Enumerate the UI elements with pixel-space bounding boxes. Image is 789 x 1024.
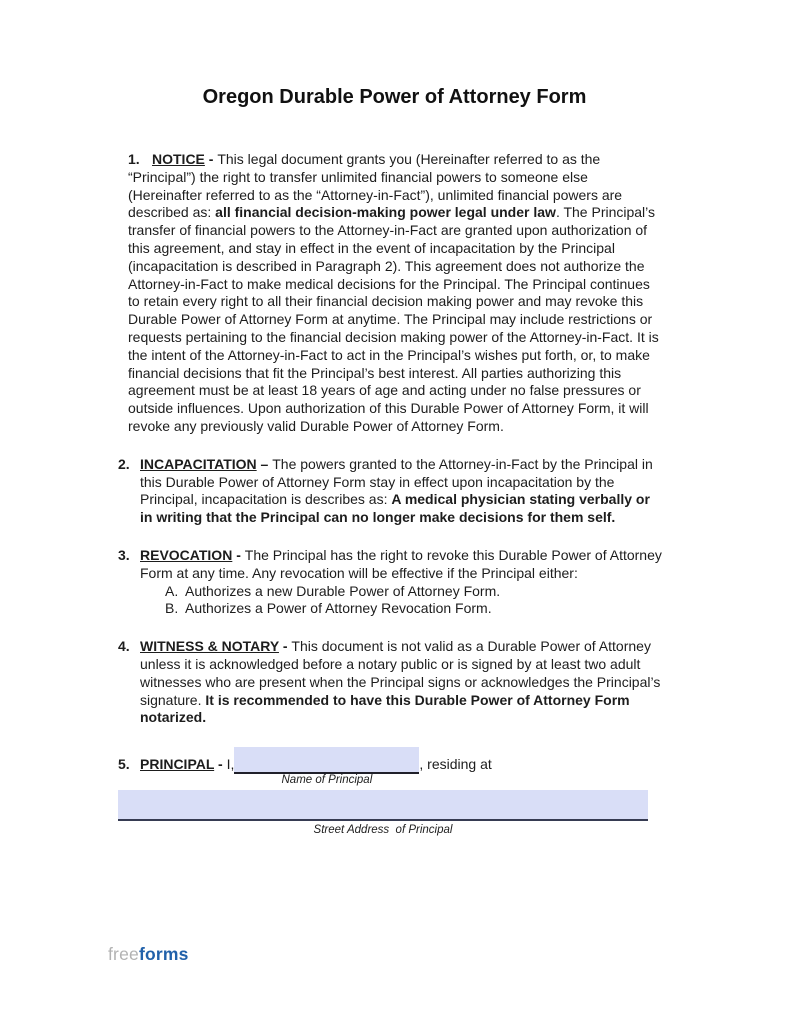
list-item-text: Authorizes a Power of Attorney Revocation Form. <box>185 600 492 617</box>
field-label-street-address: Street Address of Principal <box>313 824 453 837</box>
section-heading: INCAPACITATION <box>140 455 257 472</box>
section-heading: NOTICE <box>152 151 205 167</box>
list-item-a <box>140 583 663 601</box>
section-heading: PRINCIPAL <box>140 756 215 773</box>
list-item-b <box>140 600 663 618</box>
section-text: This legal document grants you (Hereinafter referred to as the “Principal”) the right to transfer unlimited financial powers to someone else (Hereinafter referred to as the “Attorney-in-Fact”), unlimited financial powers are described as: all financial decision-making power legal under law. The Principal’s transfer of financial powers to the Attorney-in-Fact are granted upon authorization of this agreement, and stay in effect in the event of incapacitation by the Principal (incapacitation is described in Paragraph 2). This agreement does not authorize the Attorney-in-Fact to make medical decisions for the Principal. The Principal continues to retain every right to all their financial decision making power and may revoke this Durable Power of Attorney Form at anytime. The Principal may include restrictions or requests pertaining to the financial decision making power of the Attorney-in-Fact. It is the intent of the Attorney-in-Fact to act in the Principal’s wishes put forth, or, to make financial decisions that fit the Principal’s best interest. All parties authorizing this agreement must be at least 18 years of age and acting under no false pressures or outside influences. Upon authorization of this Durable Power of Attorney Form, it will revoke any previously valid Durable Power of Attorney Form. <box>128 151 659 434</box>
document-body <box>118 151 663 837</box>
section-dash: - <box>214 756 227 773</box>
freeforms-logo-forms: forms <box>138 944 189 964</box>
principal-lead-text: I, <box>226 756 235 773</box>
section-heading: REVOCATION <box>140 546 233 563</box>
section-dash: – <box>256 455 273 472</box>
field-label-name-of-principal: Name of Principal <box>281 774 373 787</box>
footer <box>108 944 189 964</box>
section-number: 3. <box>118 546 130 563</box>
section-dash: - <box>204 151 218 167</box>
section-number: 5. <box>118 756 130 773</box>
section-heading: WITNESS & NOTARY <box>140 638 279 655</box>
section-number: 2. <box>118 455 130 472</box>
section-text: This document is not valid as a Durable Power of Attorney unless it is acknowledged before a notary public or is signed by at least two adult witnesses who are present when the Principal signs or acknowledges the Principal’s signature. It is recommended to have this Durable Power of Attorney Form notarized. <box>140 638 661 726</box>
principal-after-text: , residing at <box>419 756 492 773</box>
section-dash: - <box>278 638 292 655</box>
page-title: Oregon Durable Power of Attorney Form <box>202 86 587 108</box>
section-text: The powers granted to the Attorney-in-Fact by the Principal in this Durable Power of Attorney Form stay in effect upon incapacitation by the Principal, incapacitation is describes as: A medical physician stating verbally or in writing that the Principal can no longer make decisions for them self. <box>140 455 653 526</box>
list-item-label: B. <box>165 600 179 617</box>
section-revocation <box>118 547 663 618</box>
section-text: The Principal has the right to revoke this Durable Power of Attorney Form at any time. Any revocation will be effective if the Principal either: <box>140 546 662 581</box>
section-number: 4. <box>118 638 130 655</box>
principal-street-address-input[interactable] <box>118 790 648 821</box>
freeforms-logo: free <box>108 944 139 964</box>
section-incapacitation <box>118 456 663 527</box>
list-item-text: Authorizes a new Durable Power of Attorney Form. <box>185 582 501 599</box>
principal-name-input[interactable] <box>234 747 419 787</box>
section-notice <box>128 151 663 436</box>
list-item-label: A. <box>165 582 179 599</box>
section-principal <box>118 747 663 837</box>
section-dash: - <box>232 546 245 563</box>
section-number: 1. <box>128 151 140 167</box>
street-address-field-group <box>118 790 648 837</box>
section-witness-notary <box>118 638 663 727</box>
